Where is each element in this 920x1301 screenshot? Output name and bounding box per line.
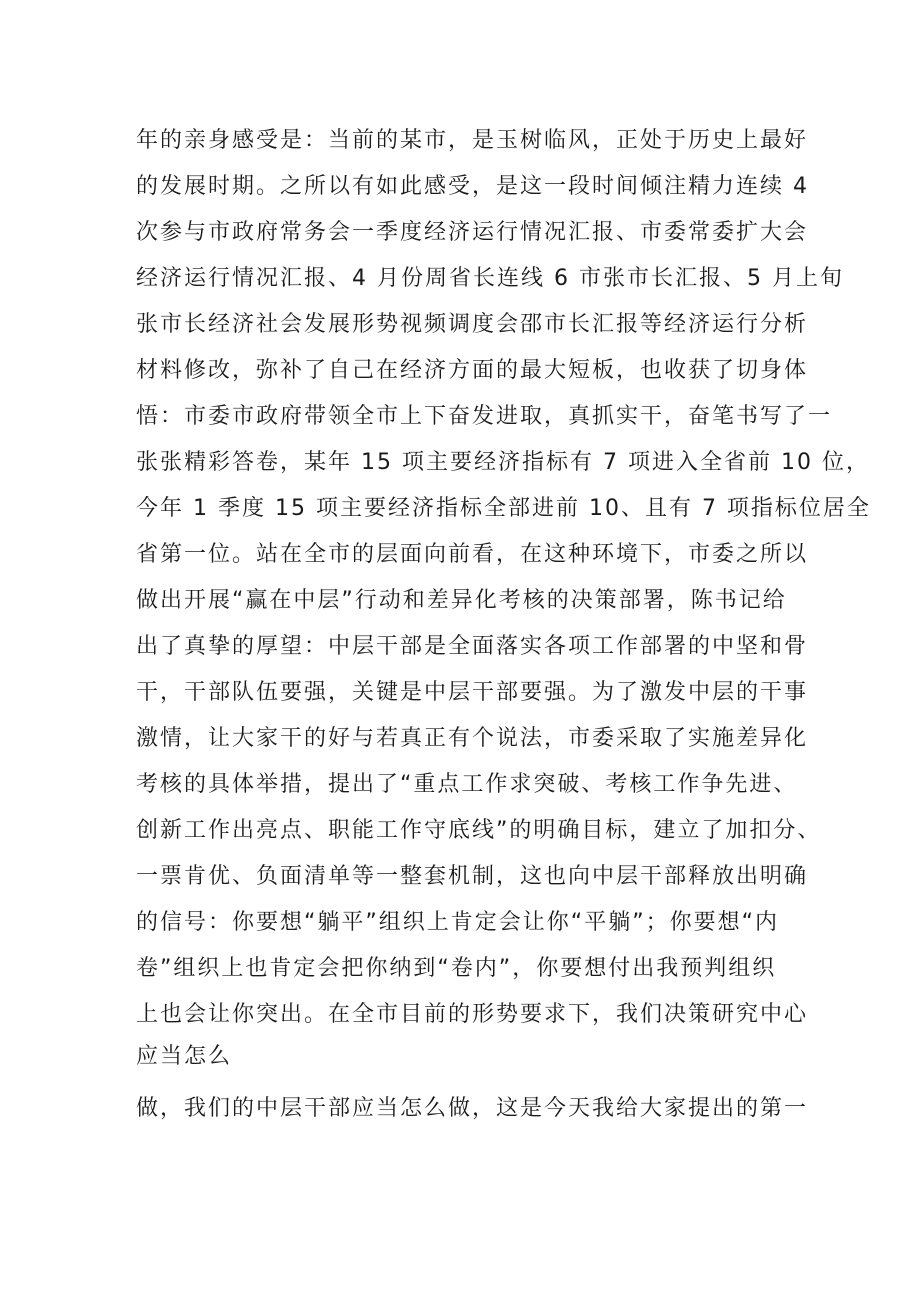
text-line: 经济运行情况汇报、4 月份周省长连线 6 市张市长汇报、5 月上旬 <box>136 266 844 291</box>
text-line: 激情，让大家干的好与若真正有个说法，市委采取了实施差异化 <box>136 726 809 751</box>
text-line: 上也会让你突出。在全市目前的形势要求下，我们决策研究中心 <box>136 1002 809 1027</box>
text-line: 出了真挚的厚望：中层干部是全面落实各项工作部署的中坚和骨 <box>136 634 809 659</box>
text-line: 材料修改，弥补了自己在经济方面的最大短板，也收获了切身体 <box>136 358 809 383</box>
text-line: 次参与市政府常务会一季度经济运行情况汇报、市委常委扩大会 <box>136 220 809 245</box>
text-line: 省第一位。站在全市的层面向前看，在这种环境下，市委之所以 <box>136 542 809 567</box>
text-line: 做，我们的中层干部应当怎么做，这是今天我给大家提出的第一 <box>136 1096 809 1121</box>
text-line: 张市长经济社会发展形势视频调度会邵市长汇报等经济运行分析 <box>136 312 809 337</box>
text-line: 张张精彩答卷，某年 15 项主要经济指标有 7 项进入全省前 10 位， <box>136 450 870 475</box>
body-text <box>136 118 871 1132</box>
text-line: 做出开展“赢在中层”行动和差异化考核的决策部署，陈书记给 <box>136 588 787 613</box>
text-line: 应当怎么 <box>136 1044 233 1069</box>
text-line: 考核的具体举措，提出了“重点工作求突破、考核工作争先进、 <box>136 772 798 797</box>
text-line: 一票肯优、负面清单等一整套机制，这也向中层干部释放出明确 <box>136 864 809 889</box>
text-line: 的发展时期。之所以有如此感受，是这一段时间倾注精力连续 4 <box>136 174 809 199</box>
text-line: 干，干部队伍要强，关键是中层干部要强。为了激发中层的干事 <box>136 680 809 705</box>
text-line: 今年 1 季度 15 项主要经济指标全部进前 10、且有 7 项指标位居全 <box>136 496 871 521</box>
text-line: 年的亲身感受是：当前的某市，是玉树临风，正处于历史上最好 <box>136 128 809 153</box>
text-line: 创新工作出亮点、职能工作守底线”的明确目标，建立了加扣分、 <box>136 818 822 843</box>
text-line: 的信号：你要想“躺平”组织上肯定会让你“平躺”；你要想“内 <box>136 910 779 935</box>
text-line: 卷”组织上也肯定会把你纳到“卷内”，你要想付出我预判组织 <box>136 956 777 981</box>
text-line: 悟：市委市政府带领全市上下奋发进取，真抓实干，奋笔书写了一 <box>136 404 833 429</box>
